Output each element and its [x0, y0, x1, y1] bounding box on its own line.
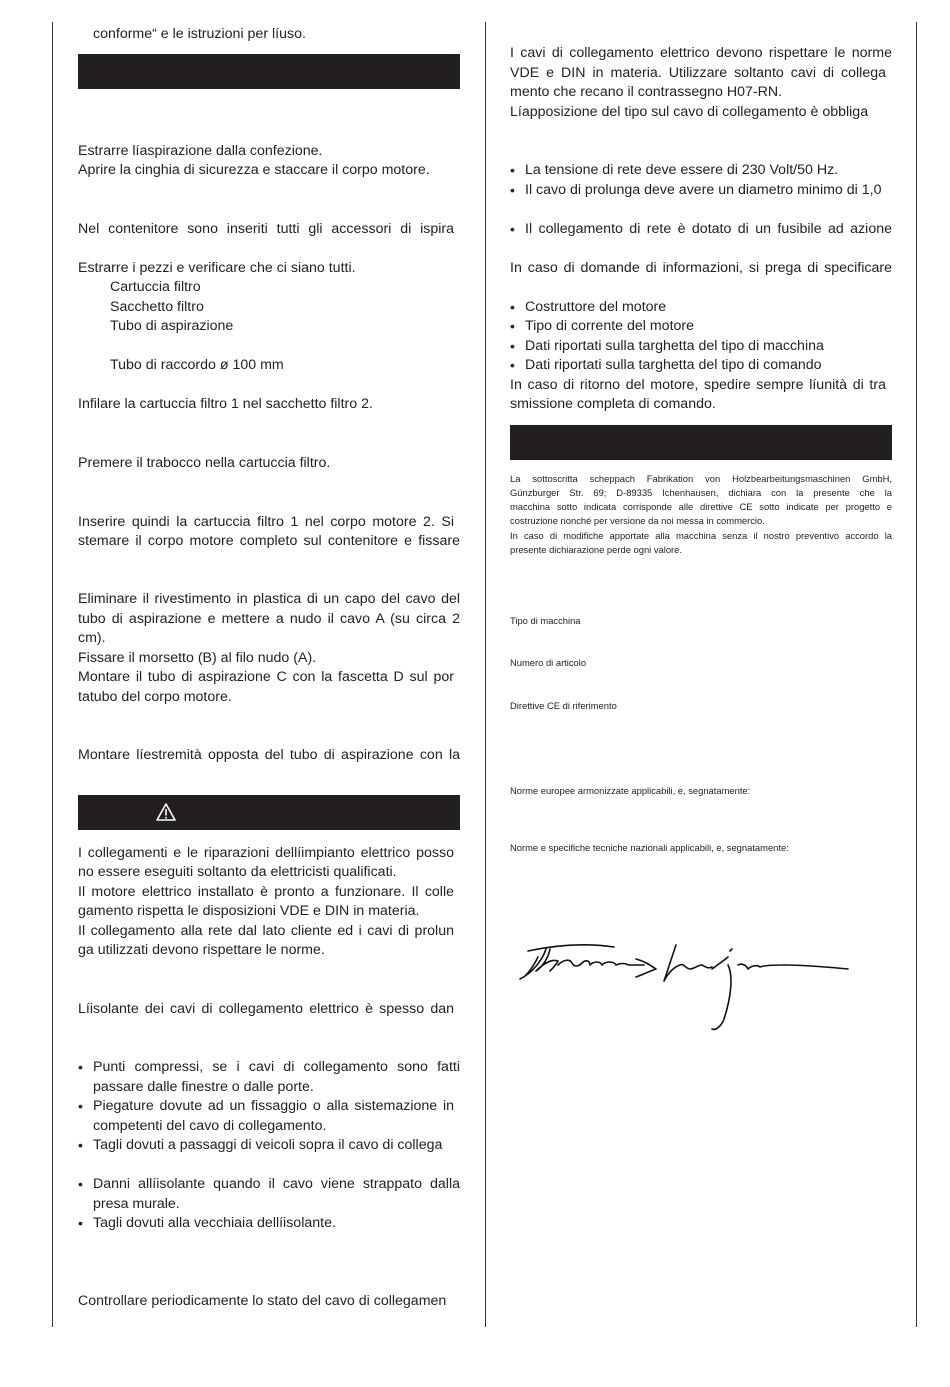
- text-line: In caso di ritorno del motore, spedire sempre líunità di tra: [510, 377, 886, 393]
- list-item-cont: passare dalle finestre o dalle porte.: [93, 1079, 314, 1095]
- list-item: Tagli dovuti a passaggi di veicoli sopra il cavo di collega: [93, 1137, 443, 1153]
- field-label-ec-directives: Direttive CE di riferimento: [510, 700, 617, 711]
- text-line: Aprire la cinghia di sicurezza e staccare il corpo motore.: [78, 162, 430, 178]
- text-line: Eliminare il rivestimento in plastica di un capo del cavo del: [78, 591, 460, 607]
- list-item: Dati riportati sulla targhetta del tipo di macchina: [525, 338, 824, 354]
- text-line: Premere il trabocco nella cartuccia filtro.: [78, 455, 331, 471]
- list-item: Dati riportati sulla targhetta del tipo di comando: [525, 357, 822, 373]
- text-line: smissione completa di comando.: [510, 396, 716, 412]
- section-header-bar: [78, 54, 460, 89]
- parts-list-item: Tubo di raccordo ø 100 mm: [110, 357, 284, 373]
- bullet-icon: •: [78, 1176, 83, 1192]
- text-line: I collegamenti e le riparazioni dellíimpianto elettrico posso: [78, 845, 454, 861]
- declaration-text: In caso di modifiche apportate alla macchina senza il nostro preventivo accordo la: [510, 530, 892, 541]
- bullet-icon: •: [78, 1215, 83, 1231]
- bullet-icon: •: [510, 182, 515, 198]
- text-line: Montare líestremità opposta del tubo di aspirazione con la: [78, 747, 460, 763]
- field-label-machine-type: Tipo di macchina: [510, 615, 581, 626]
- bullet-icon: •: [78, 1059, 83, 1075]
- bullet-icon: •: [510, 299, 515, 315]
- text-line: In caso di domande di informazioni, si prega di specificare: [510, 260, 892, 276]
- field-label-harmonized-norms: Norme europee armonizzate applicabili, e, segnatamente:: [510, 785, 751, 796]
- text-line: mento che recano il contrassegno H07-RN.: [510, 84, 783, 100]
- bullet-icon: •: [78, 1137, 83, 1153]
- text-line: Montare il tubo di aspirazione C con la fascetta D sul por: [78, 669, 454, 685]
- text-line: I cavi di collegamento elettrico devono rispettare le norme: [510, 45, 892, 61]
- parts-list-item: Sacchetto filtro: [110, 299, 204, 315]
- column-divider-rule: [485, 22, 486, 1327]
- text-line: Inserire quindi la cartuccia filtro 1 nel corpo motore 2. Si: [78, 514, 454, 530]
- warning-triangle-icon: [156, 803, 176, 821]
- declaration-text: Günzburger Str. 69; D-89335 Ichenhausen, dichiara con la presente che la: [510, 487, 892, 498]
- text-line: stemare il corpo motore completo sul contenitore e fissare: [78, 533, 460, 549]
- bullet-icon: •: [510, 338, 515, 354]
- declaration-header-bar: [510, 425, 892, 460]
- parts-list-item: Tubo di aspirazione: [110, 318, 234, 334]
- declaration-text: presente dichiarazione perde ogni valore.: [510, 544, 682, 555]
- left-margin-rule: [52, 22, 53, 1327]
- declaration-text: La sottoscritta scheppach Fabrikation von Holzbearbeitungsmaschinen GmbH,: [510, 473, 892, 484]
- bullet-icon: •: [78, 1098, 83, 1114]
- declaration-text: macchina sotto indicata corrisponde alle direttive CE sotto indicate per progetto e: [510, 501, 892, 512]
- bullet-icon: •: [510, 318, 515, 334]
- field-label-article-number: Numero di articolo: [510, 657, 587, 668]
- text-line: ga utilizzati devono rispettare le norme.: [78, 942, 325, 958]
- list-item: Punti compressi, se i cavi di collegamento sono fatti: [93, 1059, 460, 1075]
- bullet-icon: •: [510, 357, 515, 373]
- field-label-national-norms: Norme e specifiche tecniche nazionali applicabili, e, segnatamente:: [510, 842, 789, 853]
- list-item: Tagli dovuti alla vecchiaia dellíisolante.: [93, 1215, 336, 1231]
- text-line: Estrarre líaspirazione dalla confezione.: [78, 143, 323, 159]
- list-item: La tensione di rete deve essere di 230 Volt/50 Hz.: [525, 162, 839, 178]
- text-line: no essere eseguiti soltanto da elettricisti qualificati.: [78, 864, 397, 880]
- text-line: Infilare la cartuccia filtro 1 nel sacchetto filtro 2.: [78, 396, 373, 412]
- text-line: Controllare periodicamente lo stato del cavo di collegamen: [78, 1293, 447, 1309]
- list-item: Il collegamento di rete è dotato di un fusibile ad azione: [525, 221, 892, 237]
- right-margin-rule: [916, 22, 917, 1327]
- text-line: gamento rispetta le disposizioni VDE e DIN in materia.: [78, 903, 420, 919]
- bullet-icon: •: [510, 162, 515, 178]
- warning-header-bar: [78, 795, 460, 830]
- text-line: Il collegamento alla rete dal lato cliente ed i cavi di prolun: [78, 923, 454, 939]
- list-item: Il cavo di prolunga deve avere un diametro minimo di 1,0: [525, 182, 882, 198]
- text-line: Nel contenitore sono inseriti tutti gli accessori di ispira: [78, 221, 454, 237]
- list-item-cont: presa murale.: [93, 1196, 180, 1212]
- list-item: Tipo di corrente del motore: [525, 318, 695, 334]
- text-line: Il motore elettrico installato è pronto a funzionare. Il colle: [78, 884, 454, 900]
- text-line: Líisolante dei cavi di collegamento elettrico è spesso dan: [78, 1001, 454, 1017]
- text-line: Estrarre i pezzi e verificare che ci siano tutti.: [78, 260, 356, 276]
- list-item: Costruttore del motore: [525, 299, 667, 315]
- text-line: tubo di aspirazione e mettere a nudo il cavo A (su circa 2: [78, 611, 460, 627]
- declaration-text: costruzione nonché per versione da noi messa in commercio.: [510, 515, 765, 526]
- text-line: tatubo del corpo motore.: [78, 689, 232, 705]
- text-line: conforme“ e le istruzioni per líuso.: [93, 26, 306, 42]
- signature-image: [516, 935, 856, 1035]
- parts-list-item: Cartuccia filtro: [110, 279, 201, 295]
- text-line: VDE e DIN in materia. Utilizzare soltanto cavi di collega: [510, 65, 886, 81]
- text-line: Líapposizione del tipo sul cavo di collegamento è obbliga: [510, 104, 869, 120]
- list-item-cont: competenti del cavo di collegamento.: [93, 1118, 327, 1134]
- list-item: Piegature dovute ad un fissaggio o alla sistemazione in: [93, 1098, 454, 1114]
- list-item: Danni allíisolante quando il cavo viene strappato dalla: [93, 1176, 460, 1192]
- text-line: cm).: [78, 630, 106, 646]
- bullet-icon: •: [510, 221, 515, 237]
- text-line: Fissare il morsetto (B) al filo nudo (A).: [78, 650, 317, 666]
